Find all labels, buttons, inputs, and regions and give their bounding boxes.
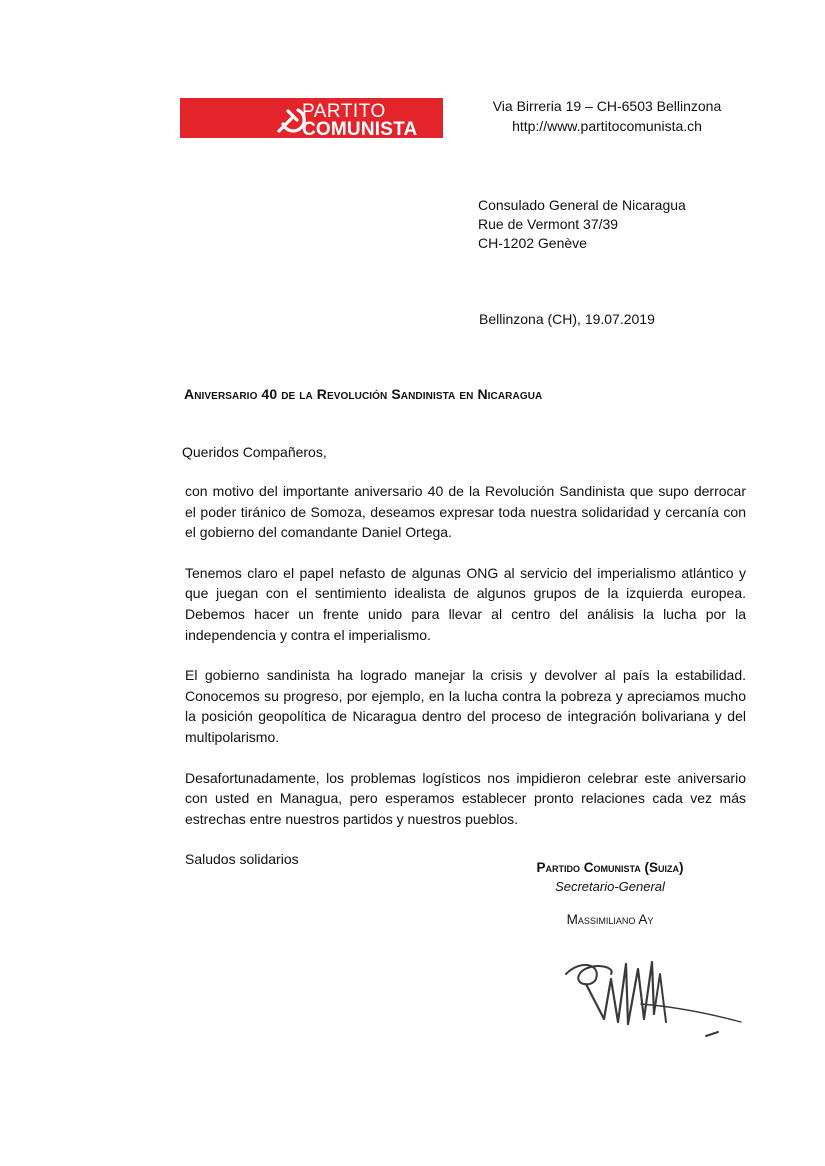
letter-subject: Aniversario 40 de la Revolución Sandinista en Nicaragua — [184, 386, 543, 402]
body-paragraph: Tenemos claro el papel nefasto de algunas ONG al servicio del imperialismo atlántico y que juegan con el sentimiento idealista de algunos grupos de la izquierda europea. Debemos hacer un frente unido para llevar al centro del análisis la lucha por la independencia y contra el imperialismo. — [185, 564, 746, 643]
signature-block — [500, 860, 720, 927]
recipient-line: CH-1202 Genève — [478, 235, 587, 251]
body-paragraph: con motivo del importante aniversario 40 de la Revolución Sandinista que supo derrocar el poder tiránico de Somoza, deseamos expresar toda nuestra solidaridad y cercanía con el gobierno del comandante Daniel Ortega. — [185, 483, 746, 541]
sender-website[interactable]: http://www.partitocomunista.ch — [512, 118, 702, 134]
recipient-address — [478, 196, 686, 253]
logo-line-2: COMUNISTA — [302, 119, 418, 138]
logo-line-1: PARTITO — [302, 101, 386, 122]
recipient-line: Consulado General de Nicaragua — [478, 197, 686, 213]
handwritten-signature — [556, 944, 756, 1044]
signer-name: Massimiliano Ay — [566, 912, 654, 927]
body-paragraph: Desafortunadamente, los problemas logísticos nos impidieron celebrar este aniversario con usted en Managua, pero esperamos establecer pronto relaciones cada vez más estrechas entre nuestros partidos y nuestros pueblos. — [185, 769, 746, 827]
closing: Saludos solidarios — [185, 851, 299, 868]
salutation: Queridos Compañeros, — [182, 444, 327, 460]
signer-party: Partido Comunista (Suiza) — [536, 860, 684, 875]
party-logo — [180, 98, 443, 138]
sender-address: Via Birreria 19 – CH-6503 Bellinzona — [492, 98, 722, 114]
letter-date: Bellinzona (CH), 19.07.2019 — [479, 311, 655, 327]
sender-block — [462, 96, 752, 136]
recipient-line: Rue de Vermont 37/39 — [478, 216, 619, 232]
signer-role: Secretario-General — [555, 879, 665, 894]
letter-body — [185, 481, 746, 890]
body-paragraph: El gobierno sandinista ha logrado manejar la crisis y devolver al país la estabilidad. Conocemos su progreso, por ejemplo, en la lucha contra la pobreza y apreciamos mucho la posición geopolítica de Nicaragua dentro del proceso de integración bolivariana y del multipolarismo. — [185, 667, 746, 745]
